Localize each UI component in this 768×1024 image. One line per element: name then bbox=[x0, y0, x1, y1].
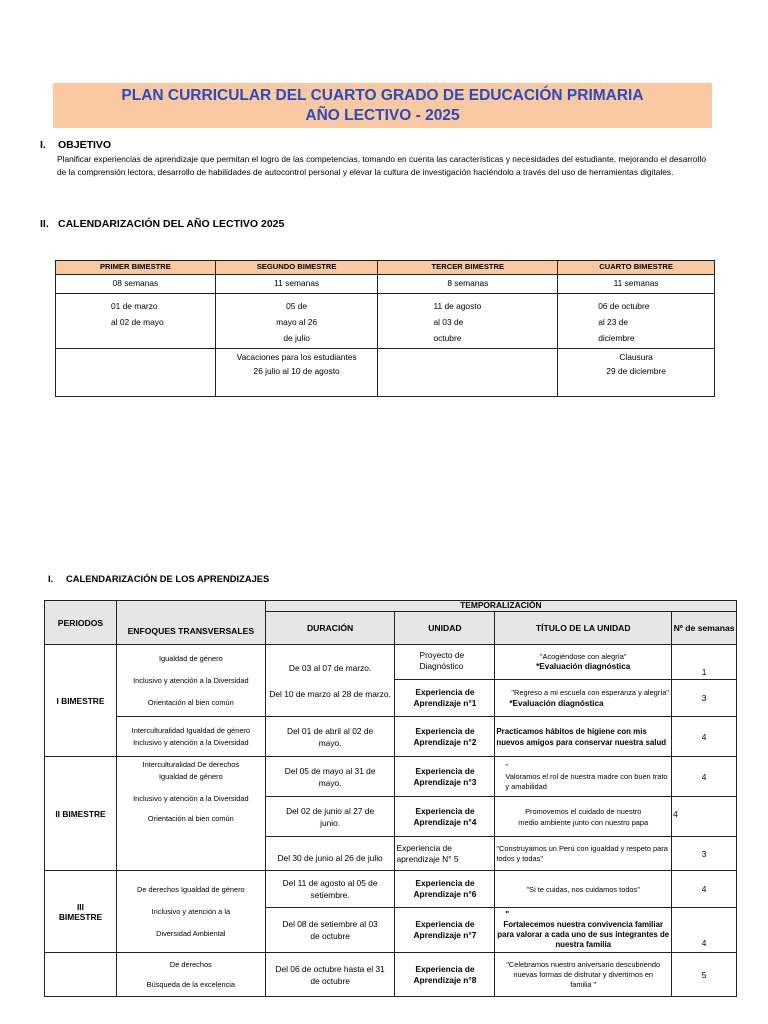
calendar-header-cell: TERCER BIMESTRE bbox=[378, 261, 558, 275]
objetivo-paragraph: Planificar experiencias de aprendizaje que permitan el logro de las competencias, tomando en cuenta las características y necesidades del estudiante, mejorando el desarrollo de la comprensión lectora, desarrollo de habilidades de autocontrol personal y elevar la cultura de investigación haciéndolo a través del uso de herramientas digitales. bbox=[57, 154, 706, 177]
semanas-cell: 3 bbox=[672, 680, 737, 717]
learning-row bbox=[45, 871, 737, 908]
section-number: I. bbox=[48, 573, 54, 584]
titulo-note: *Evaluación diagnóstica bbox=[509, 699, 604, 708]
header-unidad: UNIDAD bbox=[395, 612, 495, 645]
enfoque-item: Búsqueda de la excelencia bbox=[146, 979, 236, 989]
duracion-item: Del 10 de marzo al 28 de marzo. bbox=[269, 688, 391, 699]
enfoque-item: Inclusivo y atención a la bbox=[151, 906, 231, 916]
titulo-quote: " bbox=[505, 761, 508, 771]
header-temporalizacion: TEMPORALIZACIÓN bbox=[265, 601, 736, 612]
section-number: II. bbox=[40, 218, 49, 230]
duracion-cell bbox=[265, 645, 395, 717]
enfoques-cell bbox=[116, 645, 265, 717]
duracion-cell: Del 08 de setiembre al 03 de octubre bbox=[265, 908, 395, 953]
notes-cell: Clausura 29 de diciembre bbox=[558, 349, 715, 397]
notes-cell bbox=[56, 349, 216, 397]
calendar-weeks-row bbox=[56, 275, 715, 294]
enfoques-cell bbox=[116, 871, 265, 953]
duracion-cell: Del 06 de octubre hasta el 31 de octubre bbox=[265, 953, 395, 997]
titulo-note: *Evaluación diagnóstica bbox=[536, 662, 631, 671]
dates-cell: 11 de agosto al 03 de octubre bbox=[378, 294, 558, 349]
enfoque-item: Inclusivo y atención a la Diversidad bbox=[133, 675, 249, 685]
titulo-cell bbox=[495, 757, 672, 797]
calendar-table bbox=[55, 260, 715, 397]
enfoque-item: De derechos Igualdad de género bbox=[137, 884, 245, 894]
enfoque-item: Inclusivo y atención a la Diversidad bbox=[133, 737, 249, 747]
titulo-cell: "Celebramos nuestro aniversario descubriendo nuevas formas de disfrutar y divertirnos en familia " bbox=[495, 953, 672, 997]
enfoque-item: Orientación al bien común bbox=[147, 814, 234, 823]
titulo-text: "Acogiéndose con alegría" bbox=[539, 652, 627, 661]
header-enfoques: ENFOQUES TRANSVERSALES bbox=[116, 601, 265, 645]
unidad-cell: Experiencia de aprendizaje N° 5 bbox=[395, 837, 495, 871]
section-learning-heading bbox=[48, 573, 269, 584]
calendar-header-row bbox=[56, 261, 715, 275]
title-line-2: AÑO LECTIVO - 2025 bbox=[305, 107, 460, 124]
titulo-cell: "Construyamos un Perú con igualdad y respeto para todos y todas" bbox=[495, 837, 672, 871]
titulo-cell: "Si te cuidas, nos cuidamos todos" bbox=[495, 871, 672, 908]
section-title: CALENDARIZACIÓN DE LOS APRENDIZAJES bbox=[66, 573, 270, 584]
duracion-item: De 03 al 07 de marzo. bbox=[288, 662, 372, 673]
semanas-cell: 4 bbox=[672, 871, 737, 908]
weeks-cell: 11 semanas bbox=[558, 275, 715, 294]
enfoque-item: Orientación al bien común bbox=[147, 697, 234, 707]
duracion-cell: Del 30 de junio al 26 de julio bbox=[265, 837, 395, 871]
calendar-dates-row bbox=[56, 294, 715, 349]
learning-row bbox=[45, 717, 737, 757]
enfoques-cell bbox=[116, 757, 265, 871]
learning-calendar-table bbox=[44, 600, 737, 997]
titulo-text: Fortalecemos nuestra convivencia familiar para valorar a cada uno de sus integrantes de nuestra familia bbox=[497, 920, 670, 949]
title-line-1: PLAN CURRICULAR DEL CUARTO GRADO DE EDUCACIÓN PRIMARIA bbox=[121, 87, 644, 104]
enfoque-item: De derechos bbox=[169, 959, 212, 969]
titulo-cell bbox=[495, 908, 672, 953]
semanas-cell: 4 bbox=[672, 797, 737, 837]
unidad-cell: Experiencia de Aprendizaje n°6 bbox=[395, 871, 495, 908]
enfoques-cell bbox=[116, 953, 265, 997]
enfoque-item: Igualdad de género bbox=[158, 772, 223, 781]
titulo-cell bbox=[495, 645, 672, 680]
learning-row bbox=[45, 953, 737, 997]
duracion-cell: Del 02 de junio al 27 de junio. bbox=[265, 797, 395, 837]
enfoque-item: Interculturalidad De derechos bbox=[142, 760, 240, 769]
header-semanas: Nº de semanas bbox=[672, 612, 737, 645]
notes-cell: Vacaciones para los estudiantes 26 julio al 10 de agosto bbox=[215, 349, 378, 397]
section-calendar-heading bbox=[40, 218, 284, 230]
enfoque-item: Interculturalidad Igualdad de género bbox=[131, 725, 251, 735]
weeks-cell: 8 semanas bbox=[378, 275, 558, 294]
semanas-cell: 4 bbox=[672, 908, 737, 953]
periodo-cell: II BIMESTRE bbox=[45, 757, 117, 871]
calendar-notes-row bbox=[56, 349, 715, 397]
header-titulo: TÍTULO DE LA UNIDAD bbox=[495, 612, 672, 645]
unidad-cell: Experiencia de Aprendizaje n°1 bbox=[395, 680, 495, 717]
semanas-cell: 4 bbox=[672, 717, 737, 757]
unidad-cell: Experiencia de Aprendizaje n°3 bbox=[395, 757, 495, 797]
titulo-cell bbox=[495, 680, 672, 717]
titulo-cell: Promovemos el cuidado de nuestro medio ambiente junto con nuestro papa bbox=[495, 797, 672, 837]
unidad-cell bbox=[395, 645, 495, 680]
periodo-cell: III BIMESTRE bbox=[45, 871, 117, 953]
unidad-cell: Experiencia de Aprendizaje n°2 bbox=[395, 717, 495, 757]
semanas-cell: 3 bbox=[672, 837, 737, 871]
semanas-cell: 4 bbox=[672, 757, 737, 797]
titulo-text: "Regreso a mi escuela con esperanza y alegría" bbox=[511, 688, 670, 697]
titulo-quote: " bbox=[505, 910, 510, 919]
duracion-cell: Del 05 de mayo al 31 de mayo. bbox=[265, 757, 395, 797]
duracion-cell: Del 01 de abril al 02 de mayo. bbox=[265, 717, 395, 757]
periodo-cell bbox=[45, 953, 117, 997]
calendar-header-cell: CUARTO BIMESTRE bbox=[558, 261, 715, 275]
unidad-text: Proyecto de Diagnóstico bbox=[419, 650, 465, 671]
notes-cell bbox=[378, 349, 558, 397]
dates-cell: 06 de octubre al 23 de diciembre bbox=[558, 294, 715, 349]
learning-header-row bbox=[45, 601, 737, 612]
unidad-cell: Experiencia de Aprendizaje n°8 bbox=[395, 953, 495, 997]
section-objetivo-heading bbox=[40, 139, 111, 151]
unidad-cell: Experiencia de Aprendizaje n°7 bbox=[395, 908, 495, 953]
semanas-cell: 1 bbox=[672, 645, 737, 680]
enfoque-item: Igualdad de género bbox=[158, 653, 223, 663]
periodo-cell: I BIMESTRE bbox=[45, 645, 117, 757]
enfoques-cell bbox=[116, 717, 265, 757]
calendar-header-cell: PRIMER BIMESTRE bbox=[56, 261, 216, 275]
weeks-cell: 08 semanas bbox=[56, 275, 216, 294]
titulo-cell: Practicamos hábitos de higiene con mis nuevos amigos para conservar nuestra salud bbox=[495, 717, 672, 757]
semanas-cell: 5 bbox=[672, 953, 737, 997]
section-number: I. bbox=[40, 139, 46, 151]
dates-cell: 05 de mayo al 26 de julio bbox=[215, 294, 378, 349]
dates-cell: 01 de marzo al 02 de mayo bbox=[56, 294, 216, 349]
section-title: OBJETIVO bbox=[58, 139, 112, 151]
duracion-cell: Del 11 de agosto al 05 de setiembre. bbox=[265, 871, 395, 908]
enfoque-item: Inclusivo y atención a la Diversidad bbox=[133, 794, 249, 803]
header-periodos: PERIODOS bbox=[45, 601, 117, 645]
calendar-header-cell: SEGUNDO BIMESTRE bbox=[215, 261, 378, 275]
document-title bbox=[53, 83, 712, 128]
weeks-cell: 11 semanas bbox=[215, 275, 378, 294]
section-title: CALENDARIZACIÓN DEL AÑO LECTIVO 2025 bbox=[58, 218, 285, 230]
unidad-cell: Experiencia de Aprendizaje n°4 bbox=[395, 797, 495, 837]
enfoque-item: Diversidad Ambiental bbox=[156, 928, 226, 938]
header-duracion: DURACIÓN bbox=[265, 612, 395, 645]
learning-row bbox=[45, 645, 737, 680]
titulo-text: Valoramos el rol de nuestra madre con buen trato y amabilidad bbox=[505, 771, 668, 791]
learning-row bbox=[45, 757, 737, 797]
